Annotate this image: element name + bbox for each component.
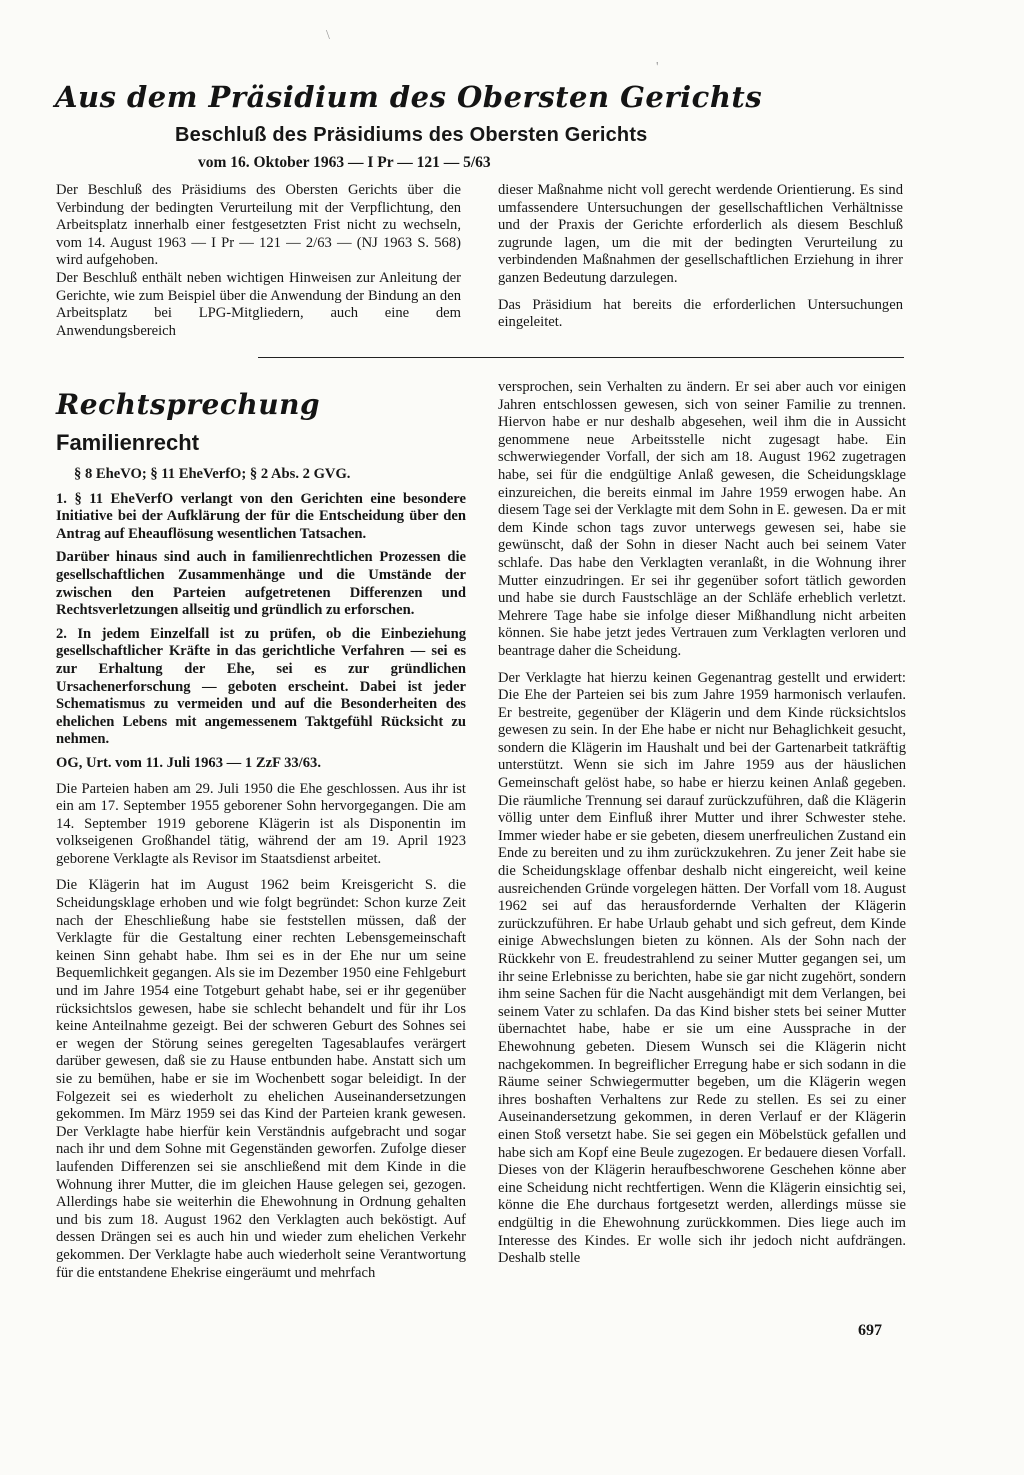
subheading-familienrecht: Familienrecht [56, 430, 200, 455]
norm-citation: § 8 EheVO; § 11 EheVerfO; § 2 Abs. 2 GVG. [74, 466, 351, 482]
paragraph: Der Beschluß des Präsidiums des Obersten Gerichts über die Verbindung der bedingten Verurteilung mit der Verpflichtung, den Arbeitsplatz innerhalb einer festgesetzten Frist nicht zu wechseln, vom 14. August 1963 — I Pr — 121 — 2/63 — (NJ 1963 S. 568) wird aufgehoben. [56, 182, 461, 269]
leitsatz-1: 1. § 11 EheVerfO verlangt von den Gerichten eine besondere Initiative bei der Aufklärung der für die Entscheidung über den Antrag auf Eheauflösung wesentlichen Tatsachen. [56, 490, 466, 542]
beschluss-title: Beschluß des Präsidiums des Obersten Gerichts [175, 124, 648, 146]
rechtsprechung-left-column [56, 466, 466, 1282]
paragraph: Der Verklagte hat hierzu keinen Gegenantrag gestellt und erwidert: Die Ehe der Parteien sei bis zum Jahre 1959 harmonisch verlaufen. Er bestreite, gegenüber der Klägerin und dem Kinde rücksichtslos gewesen zu sein. In der Ehe habe er nicht nur Behaglichkeit gesucht, sondern die Klägerin im Haushalt und bei der Gartenarbeit tatkräftig unterstützt. Wenn sie sich im Jahre 1959 aus der häuslichen Gemeinschaft gelöst habe, so habe er hierzu keinen Anlaß gegeben. Die räumliche Trennung sei darauf zurückzuführen, daß die Klägerin völlig unter dem Einfluß ihrer Mutter und ihrer Schwester stehe. Immer wieder habe er sie gebeten, diesem unerfreulichen Zustand ein Ende zu bereiten und zu ihm zurückzukehren. Zu jener Zeit habe sie die Scheidungsklage offenbar deshalb nicht eingereicht, weil keine ausreichenden Gründe vorgelegen hätten. Der Vorfall vom 18. August 1962 sei auf das herausfordernde Verhalten der Klägerin zurückzuführen. Er habe Urlaub gehabt und sich gefreut, dem Kinde einige Abwechslungen bieten zu können. Als der Sohn nach der Rückkehr von E. freudestrahlend zu seiner Mutter gegangen sei, um ihr seine Erlebnisse zu berichten, habe sie gar nicht zugehört, sondern ihm seine Sachen für die Nacht ausgehändigt mit dem Verlangen, bei seinem Vater zu schlafen. Da das Kind bisher stets bei seiner Mutter übernachtet habe, habe er sie um eine Aussprache in der Ehewohnung gebeten. Diesem Wunsch sei die Klägerin nicht nachgekommen. In begreiflicher Erregung habe er sich sodann in die Räume seiner Schwiegermutter begeben, um die Klägerin wegen ihres boshaften Verhaltens zur Rede zu stellen. Es sei zu einer Auseinandersetzung gekommen, in deren Verlauf er der Klägerin einen Stoß versetzt habe. Sie sei gegen ein Möbelstück gefallen und habe sich am Kopf eine Beule zugezogen. Er bedauere diesen Vorfall. Dieses von der Klägerin heraufbeschworene Geschehen könne aber eine Scheidung nicht rechtfertigen. Wenn die Klägerin einsichtig sei, könne die Ehe durchaus fortgesetzt werden, allerdings müsse sie endgültig in die Ehewohnung zurückkommen. Dies liege auch im Interesse des Kindes. Er wolle sich ihr jedoch nicht aufdrängen. Deshalb stelle [498, 669, 906, 1267]
leitsatz-2: 2. In jedem Einzelfall ist zu prüfen, ob die Einbeziehung gesellschaftlicher Kräfte in das gerichtliche Verfahren — sei es zur Erhaltung der Ehe, sei es zur gründlichen Ursachenerforschung — geboten erscheint. Dabei ist jeder Schematismus zu vermeiden und auf die Besonderheiten des ehelichen Lebens mit angemessenem Taktgefühl Rücksicht zu nehmen. [56, 625, 466, 748]
page-number: 697 [858, 1322, 882, 1339]
rechtsprechung-right-column [498, 379, 906, 1268]
rechtsprechung-title: Rechtsprechung [56, 388, 321, 421]
leitsatz-1b: Darüber hinaus sind auch in familienrechtlichen Prozessen die gesellschaftlichen Zusammenhänge und die Umstände der zwischen den Parteien aufgetretenen Differenzen und Rechtsverletzungen allseitig und gründlich zu erforschen. [56, 549, 466, 619]
paragraph: Der Beschluß enthält neben wichtigen Hinweisen zur Anleitung der Gerichte, wie zum Beispiel über die Anwendung der Bindung an den Arbeitsplatz bei LPG-Mitgliedern, auch eine dem Anwendungsbereich [56, 269, 461, 339]
beschluss-right-column [498, 182, 903, 332]
section-title: Aus dem Präsidium des Obersten Gerichts [55, 80, 763, 114]
paragraph: Die Klägerin hat im August 1962 beim Kreisgericht S. die Scheidungsklage erhoben und wie folgt begründet: Schon kurze Zeit nach der Eheschließung habe sie feststellen müssen, daß der Verklagte für die Gestaltung einer rechten Lebensgemeinschaft keinen Sinn gehabt habe. Ihm sei es in der Ehe nur um seine Bequemlichkeit gegangen. Als sie im Dezember 1950 eine Fehlgeburt und im Jahre 1954 eine Totgeburt gehabt habe, sei er ihr gegenüber rücksichtslos gewesen, habe sie schlecht behandelt und für ihr Los keine Anteilnahme gezeigt. Bei der schweren Geburt des Sohnes sei er wegen der Störung seines geregelten Tagesablaufes verärgert darüber gewesen, daß sie zu Hause entbunden habe. Anstatt sich um sie zu bemühen, habe er sie im Wochenbett sogar beleidigt. In der Folgezeit sei es wiederholt zu ehelichen Auseinandersetzungen gekommen. Im März 1959 sei das Kind der Parteien krank gewesen. Der Verklagte habe hierfür kein Verständnis aufgebracht und sogar nach ihr und dem Sohne mit Gegenständen geworfen. Zufolge dieser laufenden Differenzen sei sie anschließend mit dem Kinde in die Wohnung ihrer Mutter, die im gleichen Hause gelegen sei, gezogen. Allerdings habe sie weiterhin die Ehewohnung in Ordnung gehalten und bis zum 18. August 1962 den Verklagten auch beköstigt. Auf dessen Drängen sei es auch hin und wieder zum ehelichen Verkehr gekommen. Der Verklagte habe auch wiederholt seine Verantwortung für die entstandene Ehekrise eingeräumt und mehrfach [56, 877, 466, 1281]
scan-mark: \ [326, 28, 330, 43]
paragraph: versprochen, sein Verhalten zu ändern. Er sei aber auch vor einigen Jahren entschlossen gewesen, sich von seiner Familie zu trennen. Hiervon habe er nur deshalb abgesehen, weil ihm die in Aussicht genommene neue Arbeitsstelle nicht zugesagt habe. Ein schwerwiegender Vorfall, der sich am 18. August 1962 zugetragen habe, sei für die endgültige Anlaß gewesen, die Scheidungsklage einzureichen, die bereits einmal im Jahre 1959 erwogen habe. An diesem Tage sei der Verklagte mit dem Sohn in E. gewesen. Da er mit dem Kinde schon tags zuvor unterwegs gewesen sei, habe sie gewünscht, daß der Sohn in dieser Nacht auch bei seinem Vater schlafe. Das habe den Verklagten veranlaßt, in die Wohnung ihrer Mutter einzudringen. Er sei ihr gegenüber sofort tätlich geworden und habe sie durch Faustschläge an der Schläfe erheblich verletzt. Mehrere Tage habe sie infolge dieser Mißhandlung nicht arbeiten können. Sie habe jetzt jedes Vertrauen zum Verklagten verloren und beantrage daher die Scheidung. [498, 379, 906, 659]
beschluss-subtitle: vom 16. Oktober 1963 — I Pr — 121 — 5/63 [198, 154, 491, 171]
beschluss-left-column [56, 182, 461, 340]
paragraph: Die Parteien haben am 29. Juli 1950 die Ehe geschlossen. Aus ihr ist ein am 17. September 1955 geborener Sohn hervorgegangen. Die am 14. September 1919 geborene Klägerin ist als Disponentin im volkseigenen Großhandel tätig, während der am 19. April 1923 geborene Verklagte als Revisor im Staatsdienst arbeitet. [56, 780, 466, 867]
section-divider [258, 357, 904, 358]
scan-mark: ' [656, 60, 659, 75]
paragraph: Das Präsidium hat bereits die erforderlichen Untersuchungen eingeleitet. [498, 296, 903, 331]
paragraph: dieser Maßnahme nicht voll gerecht werdende Orientierung. Es sind umfassendere Untersuchungen der gesellschaftlichen Verhältnisse und der Praxis der Gerichte erforderlich als diesem Beschluß zugrunde lagen, um die mit der bedingten Verurteilung zu verbindenden Maßnahmen der gesellschaftlichen Erziehung in ihrer ganzen Bedeutung darzulegen. [498, 182, 903, 286]
court-reference: OG, Urt. vom 11. Juli 1963 — 1 ZzF 33/63. [56, 754, 321, 771]
